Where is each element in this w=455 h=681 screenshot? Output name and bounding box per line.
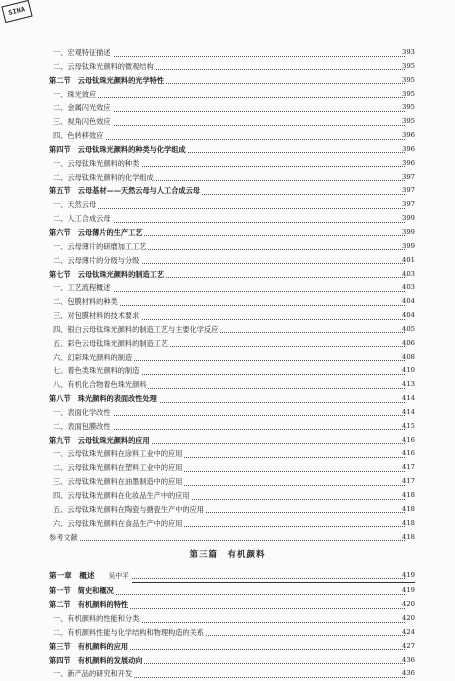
entry-title: 三、云母钛珠光颜料在油墨制造中的应用 (53, 475, 184, 489)
entry-title: 二、云母钛珠光颜料的微观结构 (53, 60, 156, 74)
entry-page: 413 (402, 380, 415, 389)
entry-title: 参考文献 (49, 531, 80, 545)
leader-dots (62, 420, 405, 431)
entry-title: 二、金属闪光效应 (53, 101, 113, 115)
entry-page: 399 (402, 227, 415, 236)
entry-title: 一、新产品的研究和开发 (53, 667, 134, 681)
entry-title: 第三节 有机颜料的应用 (49, 640, 130, 654)
entry-page: 417 (402, 477, 415, 486)
entry-title: 二、有机颜料性能与化学结构和物理构造的关系 (53, 626, 206, 640)
leader-dots (62, 115, 405, 126)
entry-page: 395 (402, 89, 415, 98)
toc-entry (0, 531, 455, 545)
entry-title: 一、工艺流程概述 (53, 281, 113, 295)
entry-page: 399 (402, 241, 415, 250)
toc-entry (0, 406, 455, 420)
entry-page: 395 (402, 103, 415, 112)
entry-title: 一、表面化学改性 (53, 406, 113, 420)
entry-page: 403 (402, 269, 415, 278)
entry-page: 396 (402, 131, 415, 140)
entry-title: 二、表面包膜改性 (53, 420, 113, 434)
entry-title: 第四节 云母钛珠光颜料的种类与化学组成 (49, 143, 188, 157)
toc-section-organic (0, 584, 455, 681)
entry-title: 第一节 简史和概况 (49, 584, 116, 598)
source-watermark-stamp: SINA (1, 0, 32, 23)
toc-entry (0, 461, 455, 475)
entry-page: 395 (402, 61, 415, 70)
entry-title: 四、银白云母钛珠光颜料的制造工艺与主要化学反应 (53, 323, 220, 337)
entry-title: 第六节 云母薄片的生产工艺 (49, 226, 144, 240)
entry-page: 410 (402, 366, 415, 375)
toc-entry (0, 198, 455, 212)
toc-entry (0, 475, 455, 489)
entry-page: 404 (402, 311, 415, 320)
leader-dots (62, 281, 405, 292)
entry-page: 403 (402, 283, 415, 292)
toc-entry (0, 295, 455, 309)
entry-page: 396 (402, 158, 415, 167)
entry-page: 427 (402, 641, 415, 650)
entry-title: 二、云母钛珠光颜料在塑料工业中的应用 (53, 461, 184, 475)
entry-page: 420 (402, 614, 415, 623)
entry-page: 397 (402, 172, 415, 181)
toc-entry (0, 323, 455, 337)
entry-title: 二、人工合成云母 (53, 212, 113, 226)
leader-dots (62, 406, 405, 417)
entry-title: 八、有机化合物着色珠光颜料 (53, 378, 148, 392)
toc-section-entry (0, 143, 455, 157)
entry-page: 401 (402, 255, 415, 264)
toc-section-entry (0, 654, 455, 668)
leader-dots (60, 531, 405, 542)
toc-entry (0, 212, 455, 226)
entry-page: 418 (402, 504, 415, 513)
toc-section-entry (0, 584, 455, 598)
entry-page: 415 (402, 421, 415, 430)
chapter-author: 吴中平 (108, 572, 129, 581)
entry-title: 第四节 有机颜料的发展动向 (49, 654, 144, 668)
toc-section-pearlescent (0, 46, 455, 544)
toc-entry (0, 157, 455, 171)
entry-page: 395 (402, 75, 415, 84)
toc-section-entry (0, 598, 455, 612)
chapter-heading (0, 567, 455, 584)
toc-section-entry (0, 434, 455, 448)
entry-title: 第五节 云母基材——天然云母与人工合成云母 (49, 184, 202, 198)
entry-title: 第七节 云母钛珠光颜料的制造工艺 (49, 268, 166, 282)
toc-entry (0, 171, 455, 185)
entry-page: 395 (402, 117, 415, 126)
toc-entry (0, 503, 455, 517)
toc-entry (0, 420, 455, 434)
entry-title: 一、有机颜料的性能和分类 (53, 612, 141, 626)
entry-title: 一、天然云母 (53, 198, 98, 212)
entry-title: 一、云母钛珠光颜料的种类 (53, 157, 141, 171)
leader-dots (62, 46, 405, 57)
toc-entry (0, 489, 455, 503)
entry-page: 424 (402, 627, 415, 636)
leader-dots (62, 212, 405, 223)
entry-title: 第二节 有机颜料的特性 (49, 598, 130, 612)
toc-section-entry (0, 392, 455, 406)
entry-page: 419 (402, 586, 415, 595)
toc-entry (0, 364, 455, 378)
entry-title: 七、着色类珠光颜料的制造 (53, 364, 141, 378)
toc-entry (0, 115, 455, 129)
entry-page: 397 (402, 186, 415, 195)
entry-title: 五、彩色云母钛珠光颜料的制造工艺 (53, 337, 170, 351)
entry-page: 405 (402, 324, 415, 333)
entry-title: 六、幻彩珠光颜料的制造 (53, 351, 134, 365)
part-title: 第三篇 有机颜料 (189, 550, 266, 561)
entry-title: 五、云母钛珠光颜料在陶瓷与搪瓷生产中的应用 (53, 503, 206, 517)
toc-entry (0, 60, 455, 74)
entry-page: 404 (402, 297, 415, 306)
entry-title: 二、包膜材料的种类 (53, 295, 120, 309)
toc-entry (0, 129, 455, 143)
toc-entry (0, 281, 455, 295)
entry-title: 第二节 云母钛珠光颜料的光学特性 (49, 74, 166, 88)
toc-entry (0, 254, 455, 268)
toc-entry (0, 240, 455, 254)
toc-entry (0, 517, 455, 531)
leader-dots (62, 101, 405, 112)
entry-page: 397 (402, 200, 415, 209)
entry-title: 一、云母薄片的研磨加工工艺 (53, 240, 148, 254)
entry-page: 418 (402, 518, 415, 527)
entry-page: 418 (402, 532, 415, 541)
entry-page: 436 (402, 655, 415, 664)
toc-entry (0, 351, 455, 365)
entry-title: 一、云母钛珠光颜料在涂料工业中的应用 (53, 447, 184, 461)
chapter-page: 419 (402, 571, 415, 580)
entry-title: 第八节 珠光颜料的表面改性处理 (49, 392, 159, 406)
entry-page: 436 (402, 669, 415, 678)
toc-section-entry (0, 184, 455, 198)
entry-title: 二、云母薄片的分级与分级 (53, 254, 141, 268)
leader-dots (62, 129, 405, 140)
table-of-contents (0, 46, 455, 681)
entry-title: 第九节 云母钛珠光颜料的应用 (49, 434, 152, 448)
entry-title: 二、云母钛珠光颜料的化学组成 (53, 171, 156, 185)
leader-dots (62, 88, 405, 99)
toc-entry (0, 88, 455, 102)
toc-entry (0, 337, 455, 351)
entry-page: 408 (402, 352, 415, 361)
entry-title: 三、视角闪色效应 (53, 115, 113, 129)
entry-page: 414 (402, 394, 415, 403)
entry-title: 四、云母钛珠光颜料在化妆品生产中的应用 (53, 489, 192, 503)
entry-page: 393 (402, 48, 415, 56)
toc-section-entry (0, 226, 455, 240)
entry-title: 三、对包膜材料的技术要求 (53, 309, 141, 323)
entry-page: 399 (402, 214, 415, 223)
toc-entry (0, 667, 455, 681)
toc-entry (0, 378, 455, 392)
toc-entry (0, 101, 455, 115)
toc-entry (0, 626, 455, 640)
entry-title: 六、云母钛珠光颜料在食品生产中的应用 (53, 517, 184, 531)
toc-entry (0, 309, 455, 323)
toc-section-entry (0, 640, 455, 654)
toc-section-entry (0, 74, 455, 88)
entry-page: 416 (402, 449, 415, 458)
chapter-title: 第一章 概述 吴中平 (49, 567, 132, 585)
toc-entry (0, 46, 455, 60)
entry-title: 一、珠光效应 (53, 88, 98, 102)
leader-dots (62, 198, 405, 209)
entry-page: 414 (402, 407, 415, 416)
entry-page: 420 (402, 600, 415, 609)
toc-entry (0, 612, 455, 626)
entry-page: 406 (402, 338, 415, 347)
entry-page: 416 (402, 435, 415, 444)
toc-entry (0, 447, 455, 461)
entry-page: 396 (402, 144, 415, 153)
entry-title: 一、宏观特征描述 (53, 46, 113, 60)
entry-title: 四、色转移效应 (53, 129, 105, 143)
entry-page: 418 (402, 491, 415, 499)
entry-page: 417 (402, 463, 415, 472)
toc-section-entry (0, 268, 455, 282)
